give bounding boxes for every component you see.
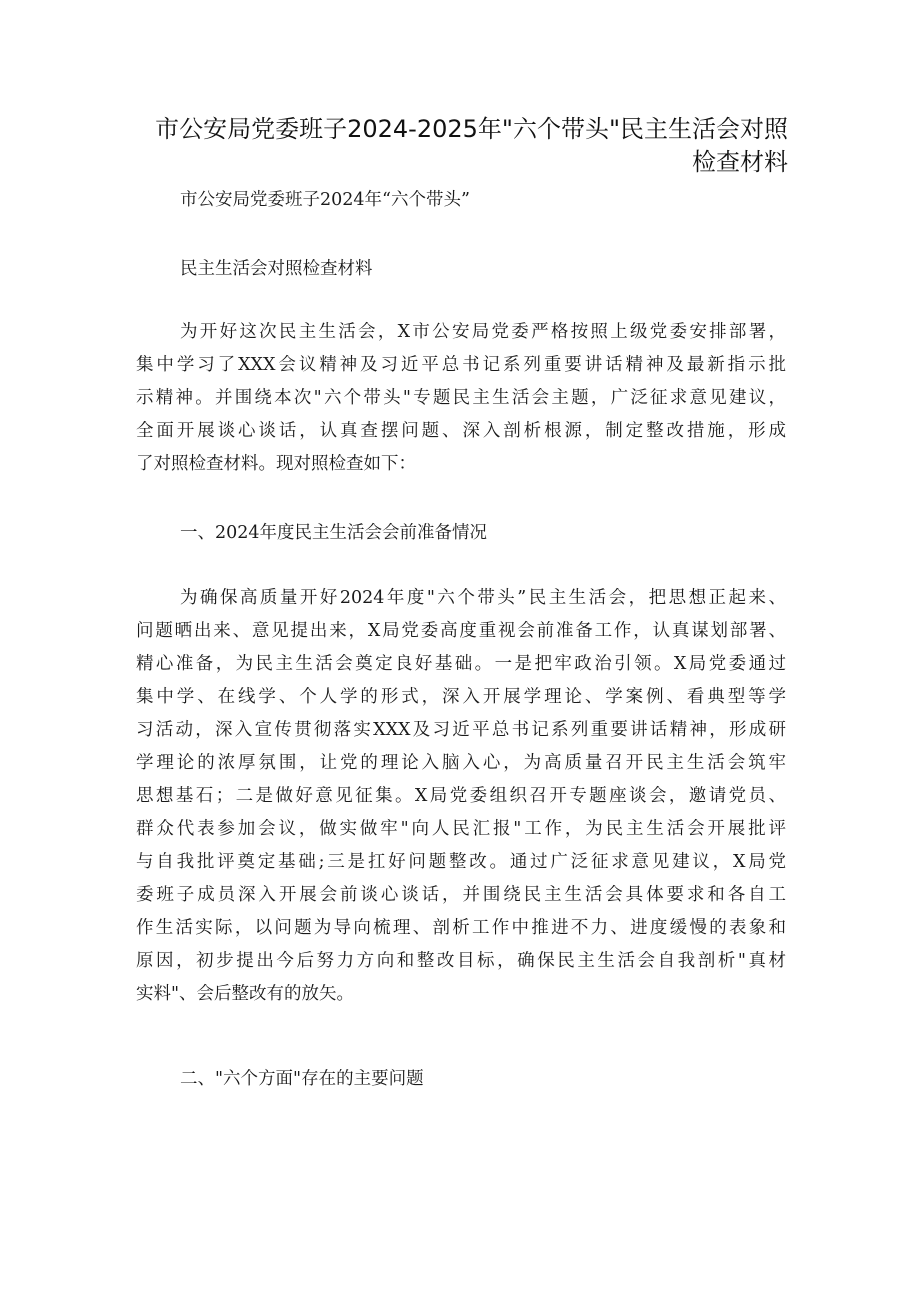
- paragraph-line: 习活动，深入宣传贯彻落实XXX及习近平总书记系列重要讲话精神，形成研: [136, 720, 786, 740]
- paragraph-line: 学理论的浓厚氛围，让党的理论入脑入心，为高质量召开民主生活会筑牢: [136, 753, 786, 773]
- paragraph-line: 实料"、会后整改有的放矢。: [136, 984, 355, 1004]
- paragraph-line: 全面开展谈心谈话，认真查摆问题、深入剖析根源，制定整改措施，形成: [136, 421, 786, 441]
- paragraph-line: 集中学、在线学、个人学的形式，深入开展学理论、学案例、看典型等学: [136, 687, 786, 707]
- paragraph-line: 与自我批评奠定基础;三是扛好问题整改。通过广泛征求意见建议，X局党: [136, 852, 786, 872]
- paragraph-line: 思想基石；二是做好意见征集。X局党委组织召开专题座谈会，邀请党员、: [136, 786, 786, 806]
- paragraph-line: 群众代表参加会议，做实做牢"向人民汇报"工作，为民主生活会开展批评: [136, 819, 786, 839]
- paragraph-line: 示精神。并围绕本次"六个带头"专题民主生活会主题，广泛征求意见建议，: [136, 388, 786, 408]
- paragraph-line: 作生活实际，以问题为导向梳理、剖析工作中推进不力、进度缓慢的表象和: [136, 918, 786, 938]
- paragraph-line: 问题晒出来、意见提出来，X局党委高度重视会前准备工作，认真谋划部署、: [136, 621, 786, 641]
- paragraph-line: 精心准备，为民主生活会奠定良好基础。一是把牢政治引领。X局党委通过: [136, 654, 786, 674]
- paragraph-line: 集中学习了XXX会议精神及习近平总书记系列重要讲话精神及最新指示批: [136, 355, 786, 375]
- document-subtitle-line-2: 民主生活会对照检查材料: [180, 259, 373, 279]
- paragraph-line: 委班子成员深入开展会前谈心谈话，并围绕民主生活会具体要求和各自工: [136, 885, 786, 905]
- document-subtitle-line-1: 市公安局党委班子2024年“六个带头”: [180, 190, 470, 210]
- document-title-line-1: 市公安局党委班子2024-2025年"六个带头"民主生活会对照: [155, 115, 788, 143]
- paragraph-line: 为确保高质量开好2024年度"六个带头”民主生活会，把思想正起来、: [180, 588, 786, 608]
- section-2-heading: 二、"六个方面"存在的主要问题: [180, 1069, 424, 1089]
- document-title-line-2: 检查材料: [692, 148, 788, 176]
- paragraph-line: 为开好这次民主生活会，X市公安局党委严格按照上级党委安排部署，: [180, 322, 786, 342]
- paragraph-line: 原因，初步提出今后努力方向和整改目标，确保民主生活会自我剖析"真材: [136, 951, 786, 971]
- paragraph-line: 了对照检查材料。现对照检查如下：: [136, 454, 416, 474]
- section-1-heading: 一、2024年度民主生活会会前准备情况: [180, 523, 488, 543]
